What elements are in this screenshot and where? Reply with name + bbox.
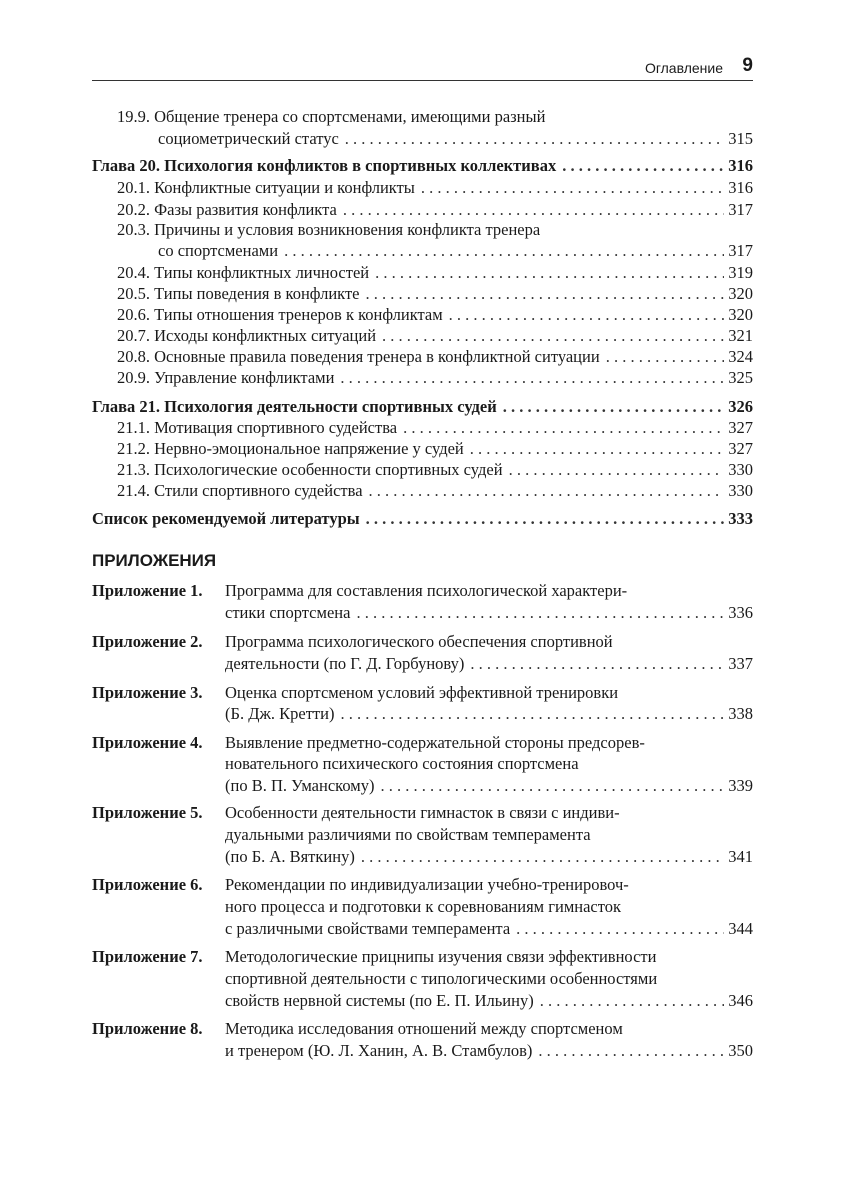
- page-ref: 341: [724, 846, 753, 867]
- appendix-3-label: Приложение 3.: [92, 683, 203, 702]
- toc-entry-20-1[interactable]: 20.1. Конфликтные ситуации и конфликты . . . 316: [92, 177, 753, 198]
- page-ref: 321: [724, 325, 753, 346]
- appendix-1-label: Приложение 1.: [92, 581, 203, 600]
- toc-entry-20-3-line1[interactable]: 20.3. Причины и условия возникновения конфликта тренера: [117, 220, 541, 239]
- toc-entry-20-2[interactable]: 20.2. Фазы развития конфликта . . . 317: [92, 199, 753, 220]
- appendix-7-label: Приложение 7.: [92, 947, 203, 966]
- appendix-5-line2[interactable]: дуальными различиями по свойствам темперамента: [225, 825, 591, 844]
- toc-entry-20-4[interactable]: 20.4. Типы конфликтных личностей . . . 319: [92, 262, 753, 283]
- appendix-2-line1[interactable]: Программа психологического обеспечения спортивной: [225, 632, 613, 651]
- appendix-5-label: Приложение 5.: [92, 803, 203, 822]
- page-ref: 315: [724, 128, 753, 149]
- toc-entry-21-2[interactable]: 21.2. Нервно-эмоциональное напряжение у судей . . . 327: [92, 438, 753, 459]
- page-ref: 350: [724, 1040, 753, 1061]
- toc-entry-21-4[interactable]: 21.4. Стили спортивного судейства . . . 330: [92, 480, 753, 501]
- appendix-4-line1[interactable]: Выявление предметно-содержательной стороны предсорев-: [225, 733, 645, 752]
- appendix-1-line1[interactable]: Программа для составления психологической характери-: [225, 581, 628, 600]
- page-ref: 316: [724, 155, 753, 176]
- page-number: 9: [742, 55, 753, 76]
- appendix-6-label: Приложение 6.: [92, 875, 203, 894]
- appendix-3-line1[interactable]: Оценка спортсменом условий эффективной тренировки: [225, 683, 619, 702]
- page-ref: 316: [724, 177, 753, 198]
- appendix-7-line2[interactable]: спортивной деятельности с типологическими особенностями: [225, 969, 658, 988]
- toc-entry-20-8[interactable]: 20.8. Основные правила поведения тренера в конфликтной ситуации . . . 324: [92, 346, 753, 367]
- running-header: [92, 55, 753, 81]
- page-ref: 317: [724, 199, 753, 220]
- page-ref: 339: [724, 775, 753, 796]
- appendix-4-label: Приложение 4.: [92, 733, 203, 752]
- appendix-2-label: Приложение 2.: [92, 632, 203, 651]
- toc-chapter-20[interactable]: Глава 20. Психология конфликтов в спортивных коллективах . . . 316: [92, 155, 753, 176]
- toc-chapter-21[interactable]: Глава 21. Психология деятельности спортивных судей . . . 326: [92, 396, 753, 417]
- page-ref: 319: [724, 262, 753, 283]
- toc-entry-19-9-line1[interactable]: 19.9. Общение тренера со спортсменами, имеющими разный: [117, 107, 546, 126]
- toc-entry-20-6[interactable]: 20.6. Типы отношения тренеров к конфликтам . . . 320: [92, 304, 753, 325]
- appendix-7[interactable]: свойств нервной системы (по Е. П. Ильину) . . . 346: [225, 990, 753, 1011]
- toc-entry-21-1[interactable]: 21.1. Мотивация спортивного судейства . . . 327: [92, 417, 753, 438]
- page-ref: 327: [724, 417, 753, 438]
- appendix-3[interactable]: (Б. Дж. Кретти) . . . 338: [225, 703, 753, 724]
- page-ref: 320: [724, 304, 753, 325]
- page-ref: 320: [724, 283, 753, 304]
- toc-entry-20-9[interactable]: 20.9. Управление конфликтами . . . 325: [92, 367, 753, 388]
- toc-entry-20-3[interactable]: со спортсменами . . . 317: [92, 240, 753, 261]
- page-ref: 333: [724, 508, 753, 529]
- toc-entry-19-9[interactable]: социометрический статус . . . 315: [92, 128, 753, 149]
- toc-entry-20-7[interactable]: 20.7. Исходы конфликтных ситуаций . . . 321: [92, 325, 753, 346]
- page-ref: 337: [724, 653, 753, 674]
- appendix-4-line2[interactable]: новательного психического состояния спортсмена: [225, 754, 579, 773]
- page-ref: 330: [724, 459, 753, 480]
- appendices-heading: ПРИЛОЖЕНИЯ: [92, 551, 217, 570]
- toc-references[interactable]: Список рекомендуемой литературы . . . 333: [92, 508, 753, 529]
- page-ref: 326: [724, 396, 753, 417]
- page-ref: 336: [724, 602, 753, 623]
- page-ref: 338: [724, 703, 753, 724]
- page-ref: 344: [724, 918, 753, 939]
- appendix-7-line1[interactable]: Методологические прицнипы изучения связи эффективности: [225, 947, 657, 966]
- appendix-4[interactable]: (по В. П. Уманскому) . . . 339: [225, 775, 753, 796]
- appendix-8-line1[interactable]: Методика исследования отношений между спортсменом: [225, 1019, 623, 1038]
- page-ref: 317: [724, 240, 753, 261]
- appendix-6[interactable]: с различными свойствами темперамента . . . 344: [225, 918, 753, 939]
- appendix-1[interactable]: стики спортсмена . . . 336: [225, 602, 753, 623]
- page-ref: 346: [724, 990, 753, 1011]
- appendix-8[interactable]: и тренером (Ю. Л. Ханин, А. В. Стамбулов) . . . 350: [225, 1040, 753, 1061]
- page-ref: 327: [724, 438, 753, 459]
- appendix-8-label: Приложение 8.: [92, 1019, 203, 1038]
- page-ref: 330: [724, 480, 753, 501]
- toc-entry-21-3[interactable]: 21.3. Психологические особенности спортивных судей . . . 330: [92, 459, 753, 480]
- appendix-5-line1[interactable]: Особенности деятельности гимнасток в связи с индиви-: [225, 803, 620, 822]
- appendix-2[interactable]: деятельности (по Г. Д. Горбунову) . . . 337: [225, 653, 753, 674]
- toc-entry-20-5[interactable]: 20.5. Типы поведения в конфликте . . . 320: [92, 283, 753, 304]
- page-ref: 325: [724, 367, 753, 388]
- appendix-5[interactable]: (по Б. А. Вяткину) . . . 341: [225, 846, 753, 867]
- running-header-title: Оглавление: [644, 60, 723, 76]
- page-ref: 324: [724, 346, 753, 367]
- appendix-6-line1[interactable]: Рекомендации по индивидуализации учебно-тренировоч-: [225, 875, 629, 894]
- appendix-6-line2[interactable]: ного процесса и подготовки к соревнованиям гимнасток: [225, 897, 621, 916]
